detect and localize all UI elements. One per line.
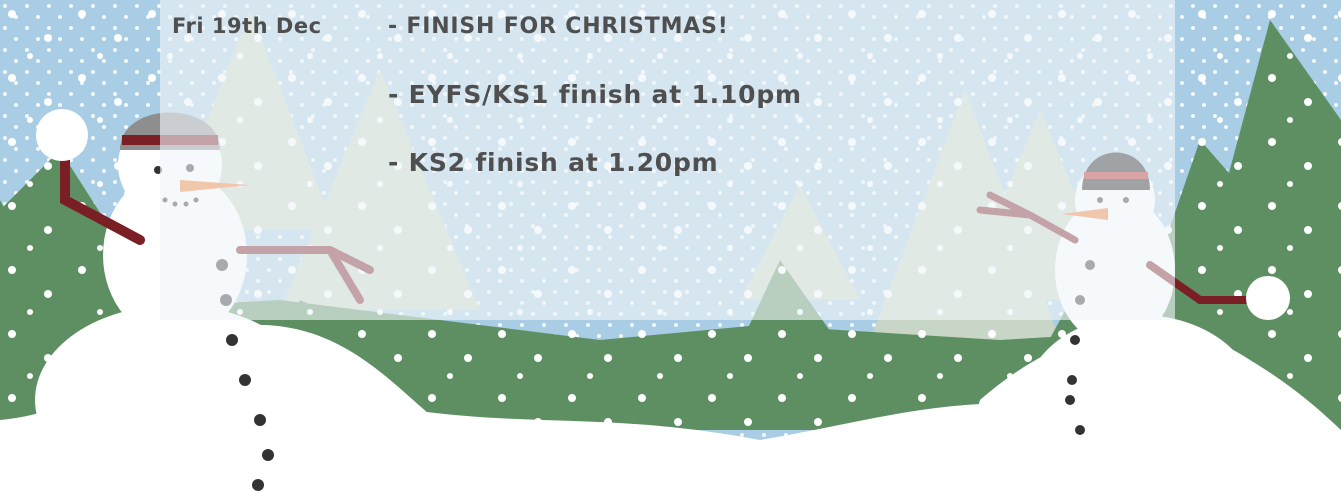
notice-line-eyfs-ks1: - EYFS/KS1 finish at 1.10pm xyxy=(388,80,802,109)
notice-line-ks2: - KS2 finish at 1.20pm xyxy=(388,148,719,177)
notice-line-christmas: - FINISH FOR CHRISTMAS! xyxy=(388,14,729,39)
date-label: Fri 19th Dec xyxy=(172,14,322,38)
